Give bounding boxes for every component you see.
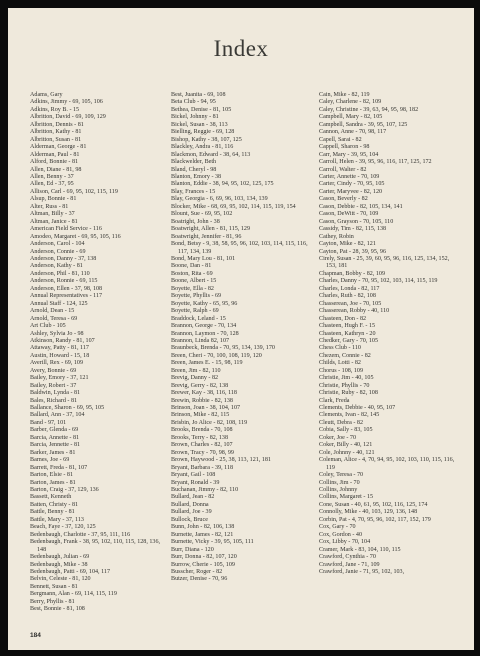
index-entry: Cole, Johnny - 40, 121 [319,449,375,456]
index-entry: Blackmon, Edward - 38, 64, 113 [171,151,251,158]
index-entry: Brown, Haywood - 25, 38, 113, 121, 181 [171,457,271,464]
index-entry: Brannon, Laymon - 70, 128 [171,330,239,337]
index-entry: Alderman, George - 81 [30,144,87,151]
index-entry: Brown, Tracy - 70, 98, 99 [171,449,234,456]
index-entry: Crawford, Cynthia - 70 [319,554,376,561]
index-entry: Butzer, Denise - 70, 96 [171,576,228,583]
index-entry: Barker, James - 81 [30,449,76,456]
index-entry: Boyette, Ella - 82 [171,285,214,292]
index-entry: Bedenbaugh, Patti - 69, 104, 117 [30,569,110,575]
index-entry: Bales, Richard - 81 [30,397,78,404]
index-entry: Blay, Frances - 15 [171,188,216,195]
index-entry: Alsup, Bonnie - 81 [30,196,77,203]
index-column-2 [171,92,311,584]
index-entry: Carter, Maryvee - 82, 120 [319,188,383,195]
index-entry: Clements, Debbie - 40, 95, 107 [319,405,396,412]
index-page [8,8,474,650]
index-entry: Cayton, Mike - 82, 121 [319,241,376,248]
index-entry: Coker, Billy - 40, 121 [319,442,373,449]
index-entry: Chorus - 108, 109 [319,367,364,374]
index-entry: Cason, DeWitt - 70, 109 [319,211,379,218]
index-entry: Caley, Charlene - 82, 109 [319,99,382,106]
index-entry: Anderson, Danny - 37, 138 [30,255,97,262]
index-entry: Best, Bonnie - 81, 108 [30,606,85,613]
index-entry: Christie, Phyllis - 70 [319,382,370,389]
index-entry: Bryant, Gail - 108 [171,472,216,479]
index-entry: Breen, James E. - 15, 98, 119 [171,360,243,367]
index-entry: Chasserean, Robby - 40, 110 [319,308,390,315]
index-entry: Chedker, Gary - 70, 105 [319,337,378,344]
index-entry: Brisbin, Jo Alice - 82, 108, 119 [171,419,248,426]
index-entry: Bedenbaugh, Mike - 38 [30,561,88,568]
index-entry: Ashley, Sylvia Jo - 98 [30,330,84,337]
index-entry: Bedenbaugh, Frank - 38, 95, 102, 110, 115, 128, 136, 148 [30,539,161,553]
index-entry: Blackwelder, Beth [171,159,217,166]
index-entry: Chasteen, Don - 82 [319,315,367,322]
index-entry: Allen, Diane - 81, 98 [30,166,82,173]
index-entry: Brooks, Brenda - 70, 108 [171,427,233,434]
index-entry: Boston, Rita - 69 [171,270,213,277]
index-entry: Bryant, Barbara - 39, 118 [171,464,234,471]
index-entry: Campbell, Mary - 82, 105 [319,114,383,121]
index-entry: Burr, Diana - 120 [171,546,214,553]
index-entry: Brannon, George - 70, 134 [171,323,237,330]
index-entry: Cramer, Mark - 83, 104, 110, 115 [319,546,401,553]
index-entry: Blanton, Emory - 38 [171,173,222,180]
index-entry: Anderson, Connie - 69 [30,248,86,255]
index-entry: Crawford, Jane - 71, 109 [319,561,380,568]
index-entry: Bickel, Johnny - 81 [171,114,219,121]
index-entry: Cannon, Anne - 70, 98, 117 [319,129,387,136]
index-entry: Blay, Georgia - 6, 69, 96, 103, 134, 139 [171,196,268,203]
index-entry: Carroll, Walter - 82 [319,166,367,173]
index-entry: Adams, Gary [30,92,63,98]
index-entry: Campbell, Sandra - 39, 95, 107, 125 [319,121,408,128]
index-entry: Battle, Benny - 81 [30,509,75,516]
index-entry: Cobia, Sally - 83, 105 [319,427,373,434]
index-entry: Chezem, Connie - 82 [319,352,371,359]
index-entry: Cirely, Susan - 25, 39, 60, 95, 96, 116, 125, 134, 152, 153, 181 [319,255,450,270]
index-entry: Bullard, Joe - 39 [171,509,212,516]
index-entry: Busscher, Roger - 82 [171,569,223,575]
index-entry: Beach, Faye - 37, 120, 125 [30,524,96,531]
index-entry: Chess Club - 110 [319,345,361,352]
index-entry: Barnes, Joe - 69 [30,457,70,464]
index-entry: Anderson, Ellen - 37, 98, 108 [30,285,103,292]
index-entry: Brewin, Robbie - 82, 138 [171,397,233,404]
index-entry: Brown, Charles - 82, 107 [171,442,233,449]
index-entry: Brevig, Gerry - 82, 138 [171,382,229,389]
index-entry: Barcia, Annette - 81 [30,434,80,441]
index-entry: Brinson, Mike - 82, 115 [171,412,230,419]
index-entry: Ballance, Sharon - 69, 95, 105 [30,405,105,412]
index-entry: Brevig, Danny - 82 [171,375,219,382]
index-entry: Arnold, Dean - 15 [30,308,75,315]
index-column-3 [319,92,459,576]
index-entry: Boyette, Kathy - 65, 95, 96 [171,300,238,307]
index-entry: Baldwin, Lynda - 81 [30,390,81,397]
index-entry: Boatright, John - 38 [171,218,220,225]
index-entry: Belvin, Celeste - 81, 120 [30,576,91,583]
index-entry: Albritton, David - 69, 109, 129 [30,114,106,121]
index-entry: Batten, Christy - 81 [30,501,79,508]
index-entry: Blackley, Andra - 81, 116 [171,144,234,151]
index-entry: Alter, Russ - 81 [30,203,69,210]
index-entry: Bassett, Kenneth [30,494,72,501]
index-entry: Attaway, Patty - 81, 117 [30,345,89,352]
index-entry: Bedenbaugh, Julian - 69 [30,554,90,561]
index-entry: Barton, James - 81 [30,479,76,486]
index-entry: Bethea, Denise - 81, 105 [171,106,232,113]
index-entry: Anderson, Carol - 104 [30,241,85,248]
index-entry: Coker, Joe - 70 [319,434,356,441]
index-entry: Cleutt, Debra - 82 [319,419,363,426]
index-entry: Bergmann, Alan - 69, 114, 115, 119 [30,591,117,598]
index-entry: Burr, Donna - 82, 107, 120 [171,554,237,561]
index-column-1 [30,92,170,614]
index-entry: Atkinson, Randy - 81, 107 [30,337,95,344]
index-entry: Cason, Grayson - 70, 105, 110 [319,218,394,225]
index-entry: Allison, Carl - 69, 95, 102, 115, 119 [30,188,118,195]
index-entry: Collins, Jim - 70 [319,479,360,486]
index-entry: Barton, Elsie - 81 [30,472,73,479]
index-entry: Clark, Freda [319,397,350,404]
index-entry: Berry, Phyllis - 81 [30,598,75,605]
index-entry: Cason, Beverly - 82 [319,196,368,203]
index-entry: Blount, Sue - 69, 95, 102 [171,211,233,218]
index-entry: Boone, Albert - 15 [171,278,217,285]
index-entry: Anderson, Phil - 81, 110 [30,270,90,277]
index-entry: Adkins, Roy B. - 15 [30,106,80,113]
index-entry: Averill, Rex - 69, 109 [30,360,84,367]
index-entry: Blocker, Mike - 68, 69, 95, 102, 114, 115, 119, 154 [171,203,296,210]
index-entry: Cox, Libby - 70, 104 [319,539,371,546]
index-entry: Christie, Ruby - 82, 108 [319,390,378,397]
index-entry: Carter, Annette - 70, 109 [319,173,380,180]
index-entry: Cone, Susan - 40, 61, 95, 102, 116, 125, 174 [319,501,428,508]
index-entry: Band - 97, 101 [30,419,67,426]
index-entry: Bennett, Susan - 81 [30,583,78,590]
index-entry: Bryant, Ronald - 39 [171,479,220,486]
index-entry: Braunbeck, Brenda - 70, 95, 134, 139, 170 [171,345,275,352]
index-entry: Corbin, Pat - 4, 70, 95, 96, 102, 117, 152, 179 [319,516,431,523]
index-entry: Crawford, Janie - 71, 95, 102, 103, [319,569,405,575]
index-entry: Burrow, Cherie - 105, 109 [171,561,235,568]
index-entry: Bland, Cheryl - 98 [171,166,217,173]
index-entry: Brannon, Linda 82, 107 [171,337,230,344]
index-entry: Altman, Janice - 81 [30,218,78,225]
index-entry: Austin, Howard - 15, 18 [30,352,90,359]
index-entry: Brinson, Joan - 38, 104, 107 [171,405,241,412]
index-entry: Cason, Debbie - 82, 105, 134, 141 [319,203,403,210]
index-entry: Bailey, Emory - 37, 121 [30,375,89,382]
index-entry: Burnette, James - 82, 121 [171,531,234,538]
index-entry: Connolly, Mike - 40, 103, 129, 136, 148 [319,509,418,516]
index-entry: Bedenbaugh, Charlotte - 37, 95, 111, 116 [30,531,131,538]
index-entry: Charles, Ruth - 82, 108 [319,293,376,300]
index-entry: Bickel, Susan - 38, 113 [171,121,228,128]
index-entry: Annual Staff - 124, 125 [30,300,88,307]
index-entry: Art Club - 105 [30,323,66,330]
index-entry: Cain, Mike - 82, 119 [319,92,370,98]
index-entry: Burnette, Vicky - 39, 95, 105, 111 [171,539,254,546]
index-entry: Bullock, Bruce [171,516,208,523]
index-entry: Cox, Gordon - 40 [319,531,362,538]
index-entry: Best, Juanita - 69, 108 [171,92,226,98]
index-entry: Bullard, Jean - 82 [171,494,215,501]
index-entry: Anderson, Kathy - 81 [30,263,83,270]
index-entry: Brooks, Terry - 82, 138 [171,434,229,441]
index-entry: Albritton, Susan - 81 [30,136,82,143]
index-entry: Bielling, Reggie - 69, 128 [171,129,235,136]
index-entry: Bullard, Donna [171,501,209,508]
index-entry: Carr, Mary - 39, 95, 104 [319,151,379,158]
index-entry: Beta Club - 94, 95 [171,99,216,106]
index-entry: Barber, Glenda - 69 [30,427,79,434]
index-entry: Alford, Bonnie - 81 [30,159,79,166]
index-entry: Anderson, Ronnie - 69, 115 [30,278,98,285]
index-entry: American Field Service - 116 [30,226,102,233]
index-entry: Allen, Ed - 37, 95 [30,181,74,188]
index-entry: Childs, Lotti - 82 [319,360,361,367]
index-entry: Alderman, Paul - 81 [30,151,80,158]
index-entry: Coleman, Alice - 4, 70, 94, 95, 102, 103, 110, 115, 116, 119 [319,457,455,471]
index-entry: Breen, Jim - 82, 110 [171,367,221,374]
index-entry: Bailey, Robert - 37 [30,382,77,389]
index-entry: Collins, Margaret - 15 [319,494,374,501]
index-entry: Blanton, Eddie - 38, 94, 95, 102, 125, 175 [171,181,274,188]
index-entry: Caley, Christine - 39, 63, 94, 95, 98, 182 [319,106,419,113]
index-entry: Cassidy, Tim - 82, 115, 138 [319,226,387,233]
index-entry: Capell, Sarai - 82 [319,136,362,143]
index-entry: Albritton, Kathy - 81 [30,129,82,136]
index-entry: Collins, Johnny [319,487,358,494]
page-title: Index [213,36,269,61]
index-entry: Ballard, Ann - 37, 104 [30,412,85,419]
index-entry: Cox, Gary - 70 [319,524,356,531]
index-entry: Barton, Craig - 37, 129, 136 [30,487,99,494]
index-entry: Chasserean, Joe - 70, 105 [319,300,382,307]
index-entry: Braddock, Leland - 15 [171,315,226,322]
index-entry: Barcia, Jennette - 81 [30,442,81,449]
index-entry: Coley, Teresa - 70 [319,472,364,479]
index-entry: Arnold, Teresa - 69 [30,315,78,322]
index-entry: Allen, Benny - 37 [30,173,74,180]
index-entry: Boyette, Ralph - 69 [171,308,219,315]
index-entry: Bond, Mary Lou - 81, 101 [171,255,236,262]
index-entry: Boatwright, Jennifer - 81, 96 [171,233,242,240]
index-entry: Adkins, Jimmy - 69, 105, 106 [30,99,103,106]
index-entry: Battle, Mary - 37, 113 [30,516,84,523]
index-entry: Buchanan, Jimmy - 82, 110 [171,487,239,494]
index-entry: Clements, Ivan - 82, 145 [319,412,380,419]
index-entry: Chapman, Bobby - 82, 109 [319,270,386,277]
index-entry: Chasteen, Hugh F. - 15 [319,323,376,330]
index-entry: Albritton, Dennis - 81 [30,121,84,128]
index-entry: Barrett, Freda - 81, 107 [30,464,88,471]
index-entry: Charles, Londa - 82, 117 [319,285,380,292]
index-entry: Boatwright, Allen - 81, 115, 129 [171,226,250,233]
page-number: 184 [30,632,41,639]
index-entry: Altman, Billy - 37 [30,211,75,218]
index-entry: Bond, Betsy - 9, 38, 58, 95, 96, 102, 103, 114, 115, 116, 117, 134, 139 [171,241,308,255]
index-entry: Brewer, Kay - 38, 116, 118 [171,390,237,397]
index-entry: Cayton, Pat - 28, 39, 95, 96 [319,248,387,255]
index-entry: Charles, Danny - 70, 95, 102, 103, 114, 115, 119 [319,278,438,285]
index-entry: Amodeo, Margaret - 69, 95, 105, 116 [30,233,121,240]
index-entry: Annual Representatives - 117 [30,293,103,300]
index-entry: Carroll, Helen - 39, 95, 96, 116, 117, 125, 172 [319,159,432,166]
index-entry: Boone, Dan - 81 [171,263,212,270]
index-entry: Bunn, John - 82, 106, 138 [171,524,235,531]
index-entry: Chasteen, Kathryn - 20 [319,330,376,337]
index-entry: Christie, Jim - 40, 105 [319,375,374,382]
index-entry: Avery, Bonnie - 69 [30,367,77,374]
index-entry: Breen, Cheri - 70, 100, 108, 119, 120 [171,352,262,359]
index-entry: Cathey, Robin [319,233,354,240]
index-entry: Boyette, Phyllis - 69 [171,293,222,300]
index-entry: Carter, Cindy - 70, 95, 105 [319,181,385,188]
index-entry: Bishop, Kathy - 38, 107, 125 [171,136,242,143]
index-entry: Cappell, Sharon - 98 [319,144,370,151]
